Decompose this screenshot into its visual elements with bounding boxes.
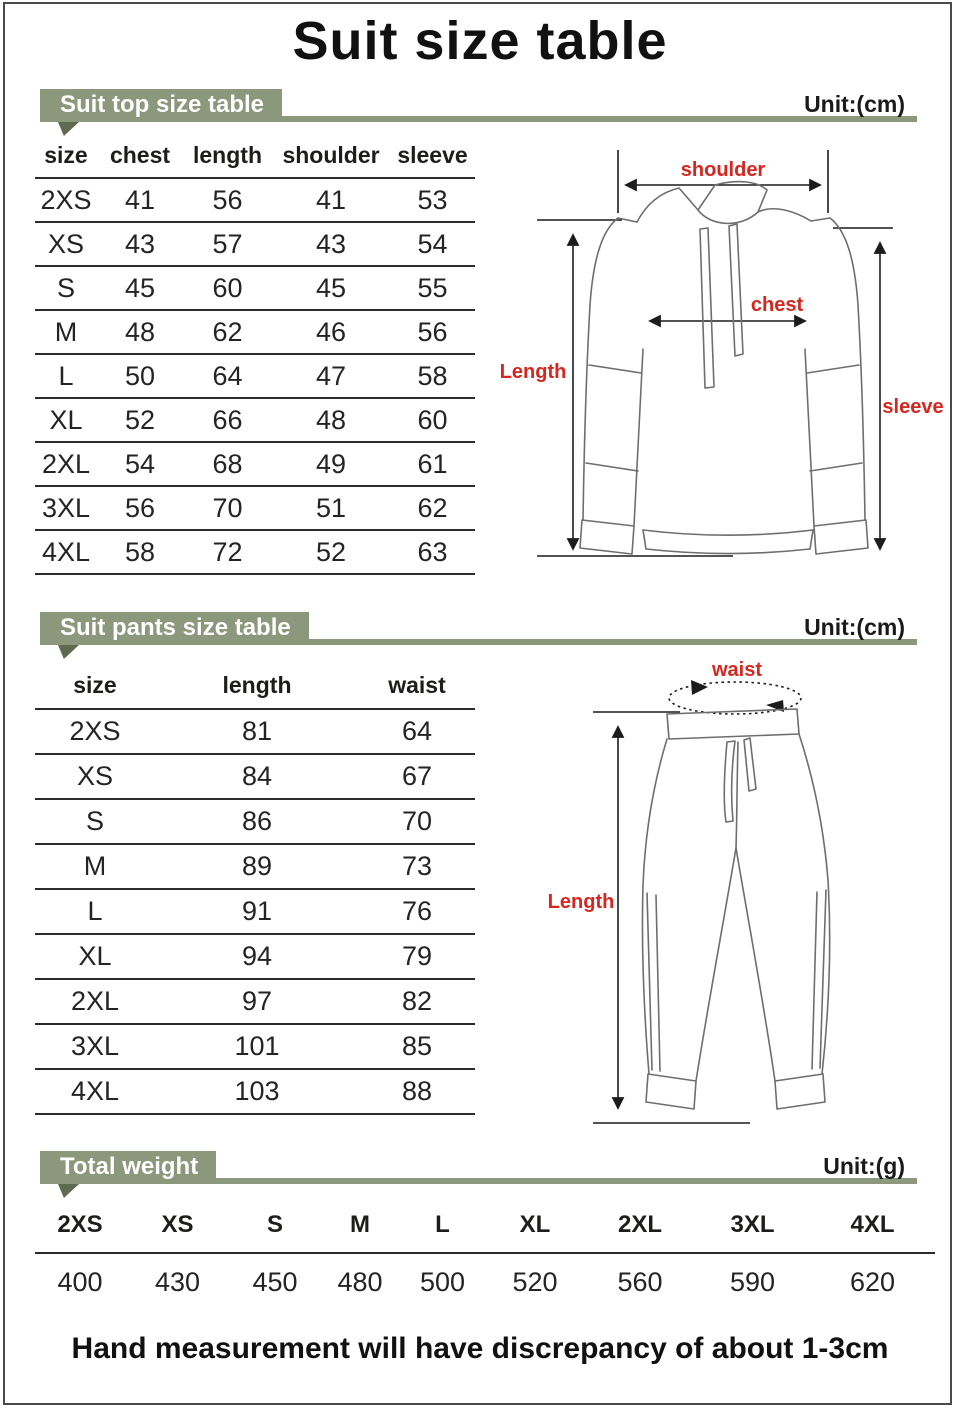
unit-label-g: Unit:(g) xyxy=(823,1153,905,1179)
size-header: 4XL xyxy=(810,1198,935,1253)
column-header: shoulder xyxy=(272,133,390,178)
table-cell: XL xyxy=(35,934,155,979)
table-cell: 45 xyxy=(272,266,390,310)
section-header-label: Total weight xyxy=(60,1153,199,1180)
table-cell: 85 xyxy=(359,1024,475,1069)
column-header: size xyxy=(35,133,97,178)
size-header: M xyxy=(320,1198,400,1253)
table-cell: S xyxy=(35,799,155,844)
table-cell: 66 xyxy=(183,398,272,442)
table-cell: 97 xyxy=(155,979,359,1024)
table-cell: 55 xyxy=(390,266,475,310)
pants-drawing xyxy=(642,709,829,1109)
table-row xyxy=(35,354,475,398)
table-cell: 81 xyxy=(155,709,359,754)
table-cell: 57 xyxy=(183,222,272,266)
pants-table-header-row xyxy=(35,662,475,709)
section-header-tail xyxy=(58,1184,79,1198)
table-cell: 73 xyxy=(359,844,475,889)
table-row xyxy=(35,979,475,1024)
section-header-tail xyxy=(58,645,79,659)
table-cell: 43 xyxy=(97,222,183,266)
table-cell: XS xyxy=(35,754,155,799)
table-row xyxy=(35,310,475,354)
hoodie-drawing xyxy=(580,182,868,554)
table-cell: 56 xyxy=(390,310,475,354)
table-row xyxy=(35,844,475,889)
weight-value-row xyxy=(35,1253,935,1311)
length-label: Length xyxy=(547,891,615,913)
table-row xyxy=(35,754,475,799)
waist-dimension xyxy=(669,659,801,714)
table-cell: 70 xyxy=(183,486,272,530)
table-cell: 2XL xyxy=(35,442,97,486)
section-header-box xyxy=(40,1151,216,1184)
table-cell: 41 xyxy=(97,178,183,222)
table-cell: 103 xyxy=(155,1069,359,1114)
length-dimension xyxy=(500,220,733,556)
weight-value: 560 xyxy=(617,1267,663,1297)
table-row xyxy=(35,934,475,979)
shoulder-label: shoulder xyxy=(680,159,766,181)
size-header: XL xyxy=(485,1198,585,1253)
table-cell: 52 xyxy=(272,530,390,574)
table-cell: 88 xyxy=(359,1069,475,1114)
table-cell: 101 xyxy=(155,1024,359,1069)
table-cell: 63 xyxy=(390,530,475,574)
table-row xyxy=(35,889,475,934)
section-header-label: Suit pants size table xyxy=(60,614,291,641)
table-cell: 48 xyxy=(272,398,390,442)
weight-size-row xyxy=(35,1198,935,1253)
table-cell: 91 xyxy=(155,889,359,934)
table-cell: 47 xyxy=(272,354,390,398)
table-cell: 62 xyxy=(390,486,475,530)
table-cell: XS xyxy=(35,222,97,266)
total-weight-table xyxy=(35,1198,935,1311)
table-cell: 52 xyxy=(97,398,183,442)
table-cell: L xyxy=(35,889,155,934)
table-cell: 2XL xyxy=(35,979,155,1024)
table-row xyxy=(35,398,475,442)
weight-value: 400 xyxy=(57,1267,103,1297)
weight-value: 480 xyxy=(337,1267,383,1297)
table-cell: 82 xyxy=(359,979,475,1024)
table-cell: 2XS xyxy=(35,178,97,222)
table-cell: XL xyxy=(35,398,97,442)
table-row xyxy=(35,1024,475,1069)
table-cell: 79 xyxy=(359,934,475,979)
table-cell: 53 xyxy=(390,178,475,222)
table-cell: 64 xyxy=(183,354,272,398)
table-cell: 56 xyxy=(183,178,272,222)
table-cell: M xyxy=(35,844,155,889)
column-header: waist xyxy=(359,662,475,709)
size-header: 2XS xyxy=(35,1198,125,1253)
weight-section-header xyxy=(0,1151,960,1203)
table-cell: 56 xyxy=(97,486,183,530)
table-cell: M xyxy=(35,310,97,354)
table-cell: 46 xyxy=(272,310,390,354)
table-row xyxy=(35,486,475,530)
table-row xyxy=(35,266,475,310)
table-cell: 54 xyxy=(390,222,475,266)
measurement-disclaimer: Hand measurement will have discrepancy of about 1-3cm xyxy=(71,1332,889,1365)
size-header: L xyxy=(400,1198,485,1253)
section-header-box xyxy=(40,89,282,122)
table-cell: 76 xyxy=(359,889,475,934)
table-cell: 70 xyxy=(359,799,475,844)
table-cell: 3XL xyxy=(35,1024,155,1069)
table-cell: 86 xyxy=(155,799,359,844)
chest-dimension xyxy=(650,294,805,321)
weight-value: 620 xyxy=(849,1267,896,1297)
table-cell: 2XS xyxy=(35,709,155,754)
suit-top-size-table xyxy=(35,133,475,575)
column-header: sleeve xyxy=(390,133,475,178)
waist-label: waist xyxy=(711,659,763,681)
weight-value: 500 xyxy=(419,1267,466,1297)
weight-value: 590 xyxy=(729,1267,776,1297)
table-cell: 58 xyxy=(390,354,475,398)
column-header: length xyxy=(155,662,359,709)
table-cell: 61 xyxy=(390,442,475,486)
table-cell: 68 xyxy=(183,442,272,486)
size-header: 2XL xyxy=(585,1198,695,1253)
table-row xyxy=(35,222,475,266)
weight-value: 520 xyxy=(512,1267,558,1297)
table-cell: 45 xyxy=(97,266,183,310)
column-header: size xyxy=(35,662,155,709)
table-row xyxy=(35,442,475,486)
table-cell: 89 xyxy=(155,844,359,889)
table-cell: 58 xyxy=(97,530,183,574)
table-cell: 43 xyxy=(272,222,390,266)
table-cell: 49 xyxy=(272,442,390,486)
table-row xyxy=(35,709,475,754)
pants-measurement-diagram xyxy=(545,650,950,1140)
table-cell: 4XL xyxy=(35,1069,155,1114)
section-header-box xyxy=(40,612,309,645)
table-row xyxy=(35,178,475,222)
table-cell: 54 xyxy=(97,442,183,486)
unit-label-cm-top: Unit:(cm) xyxy=(804,91,905,117)
table-cell: 4XL xyxy=(35,530,97,574)
table-cell: 60 xyxy=(183,266,272,310)
chest-label: chest xyxy=(750,294,804,316)
hoodie-measurement-diagram xyxy=(500,135,955,583)
table-row xyxy=(35,1069,475,1114)
table-cell: 64 xyxy=(359,709,475,754)
table-cell: 72 xyxy=(183,530,272,574)
size-header: S xyxy=(230,1198,320,1253)
column-header: chest xyxy=(97,133,183,178)
table-row xyxy=(35,799,475,844)
table-cell: L xyxy=(35,354,97,398)
weight-value: 430 xyxy=(154,1267,201,1297)
table-cell: S xyxy=(35,266,97,310)
table-cell: 50 xyxy=(97,354,183,398)
table-cell: 62 xyxy=(183,310,272,354)
unit-label-cm-pants: Unit:(cm) xyxy=(804,614,905,640)
table-cell: 48 xyxy=(97,310,183,354)
sleeve-label: sleeve xyxy=(882,396,944,418)
table-cell: 3XL xyxy=(35,486,97,530)
suit-pants-size-table xyxy=(35,662,475,1115)
table-row xyxy=(35,530,475,574)
length-dimension xyxy=(548,712,750,1123)
table-cell: 60 xyxy=(390,398,475,442)
table-cell: 67 xyxy=(359,754,475,799)
table-cell: 41 xyxy=(272,178,390,222)
sleeve-dimension xyxy=(833,228,944,549)
top-table-header-row xyxy=(35,133,475,178)
table-cell: 84 xyxy=(155,754,359,799)
size-header: 3XL xyxy=(695,1198,810,1253)
table-cell: 51 xyxy=(272,486,390,530)
weight-value: 450 xyxy=(252,1267,298,1297)
page-title: Suit size table xyxy=(292,11,668,71)
table-cell: 94 xyxy=(155,934,359,979)
length-label: Length xyxy=(500,361,567,383)
section-header-label: Suit top size table xyxy=(60,91,265,118)
size-header: XS xyxy=(125,1198,230,1253)
column-header: length xyxy=(183,133,272,178)
